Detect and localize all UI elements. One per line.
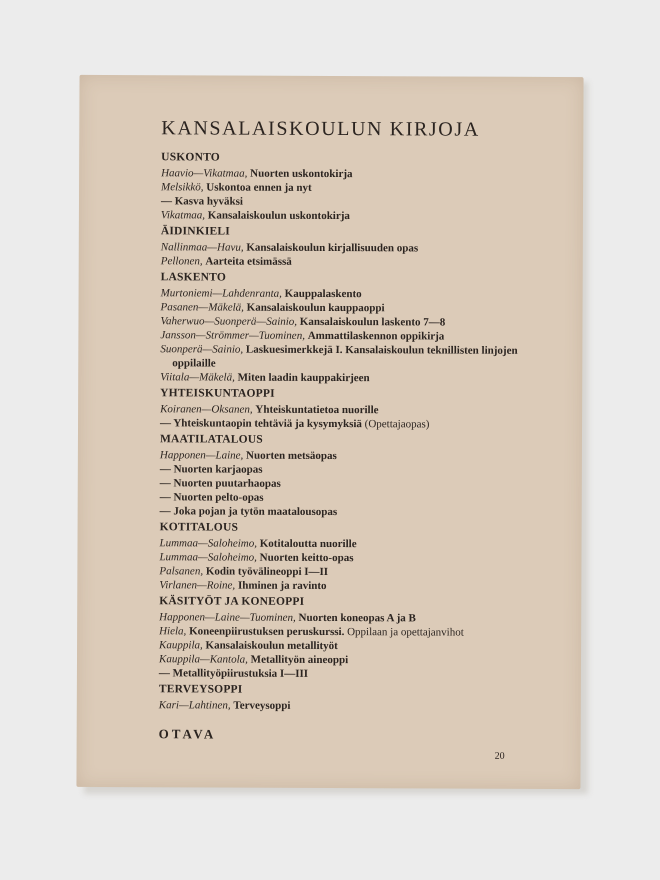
book-author: Lummaa—Saloheimo, (159, 537, 260, 550)
book-author: Kauppila—Kantola, (158, 653, 251, 666)
book-author: Pasanen—Mäkelä, (160, 301, 247, 314)
book-author: Palsanen, (159, 565, 206, 578)
book-entry (160, 342, 560, 372)
book-title: Nuorten keitto-opas (259, 551, 354, 565)
book-entry (160, 504, 560, 520)
book-title: Nuorten koneopas A ja B (298, 611, 416, 625)
book-title: — Nuorten puutarhaopas (159, 477, 281, 490)
book-title: Ihminen ja ravinto (237, 579, 327, 592)
book-title: Kauppalaskento (284, 287, 362, 301)
book-entry (161, 208, 561, 224)
book-author: Jansson—Strömmer—Tuominen, (160, 329, 308, 342)
section-heading: ÄIDINKIELI (160, 225, 231, 238)
book-note: Oppilaan ja opettajanvihot (344, 626, 464, 639)
section (159, 520, 559, 594)
section-heading: YHTEISKUNTAOPPI (160, 387, 275, 400)
book-author: Murtoniemi—Lahdenranta, (160, 287, 285, 300)
book-author: Vikatmaa, (160, 209, 208, 222)
book-author: Nallinmaa—Havu, (160, 241, 247, 254)
section-heading: KÄSITYÖT JA KONEOPPI (159, 595, 305, 608)
book-note: (Opettajaopas) (361, 418, 430, 431)
section (161, 150, 561, 224)
book-title: Terveysoppi (233, 699, 291, 712)
publisher-name: OTAVA (158, 726, 217, 742)
book-list (159, 150, 561, 714)
book-title: Kansalaiskoulun uskontokirja (207, 209, 350, 223)
section-heading: MAATILATALOUS (159, 433, 263, 446)
section-heading: TERVEYSOPPI (158, 683, 243, 696)
printed-page (76, 75, 583, 789)
book-title: Yhteiskuntatietoa nuorille (255, 403, 379, 417)
book-title: Kansalaiskoulun kauppaoppi (246, 301, 385, 315)
book-entry (161, 254, 561, 270)
book-author: Happonen—Laine, (159, 449, 247, 462)
book-title: — Metallityöpiirustuksia I—III (158, 667, 309, 680)
page-title: KANSALAISKOULUN KIRJOJA (161, 117, 480, 141)
section (160, 386, 560, 432)
book-title: Kansalaiskoulun kirjallisuuden opas (246, 241, 419, 255)
page-content (159, 117, 562, 744)
book-author: Lummaa—Saloheimo, (159, 551, 260, 564)
book-title: Metallityön aineoppi (250, 653, 349, 667)
book-entry (160, 416, 560, 432)
section-heading: KOTITALOUS (159, 521, 239, 534)
page-number: 20 (494, 750, 505, 762)
book-title: — Joka pojan ja tytön maatalousopas (159, 505, 338, 519)
book-author: Vaherwuo—Suonperä—Sainio, (160, 315, 300, 328)
book-author: Haavio—Vikatmaa, (161, 167, 251, 180)
book-title: Kansalaiskoulun metallityöt (205, 639, 338, 653)
section (160, 270, 560, 386)
section (159, 682, 559, 714)
book-author: Hiela, (159, 625, 190, 638)
book-title: Nuorten uskontokirja (250, 167, 353, 181)
book-entry (159, 578, 559, 594)
book-title: Kansalaiskoulun laskento 7—8 (299, 315, 446, 329)
book-title: Ammattilaskennon oppikirja (307, 329, 445, 343)
book-author: Koiranen—Oksanen, (160, 403, 256, 416)
book-author: Virlanen—Roine, (159, 579, 238, 592)
section (159, 594, 559, 682)
book-entry (160, 370, 560, 386)
book-title: — Yhteiskuntaopin tehtäviä ja kysymyksiä (160, 417, 362, 431)
book-title: Laskuesimerkkejä I. Kansalaiskoulun teknillisten linjojen oppilaille (172, 343, 518, 370)
book-entry (159, 666, 559, 682)
book-author: Suonperä—Sainio, (160, 343, 246, 356)
section-heading: USKONTO (161, 151, 220, 164)
book-title: Uskontoa ennen ja nyt (206, 181, 312, 194)
book-title: Kotitaloutta nuorille (259, 537, 357, 551)
book-title: — Kasva hyväksi (160, 195, 243, 208)
book-title: — Nuorten karjaopas (159, 463, 263, 476)
book-author: Kari—Lahtinen, (158, 699, 234, 712)
section-heading: LASKENTO (160, 271, 227, 284)
book-author: Kauppila, (159, 639, 206, 652)
book-title: Aarteita etsimässä (205, 255, 292, 268)
book-title: — Nuorten pelto-opas (159, 491, 264, 504)
section (160, 432, 560, 520)
book-author: Happonen—Laine—Tuominen, (159, 611, 299, 624)
book-title: Nuorten metsäopas (246, 449, 337, 463)
section (161, 224, 561, 270)
book-author: Melsikkö, (161, 181, 207, 194)
book-author: Viitala—Mäkelä, (160, 371, 238, 384)
book-author: Pellonen, (160, 255, 206, 268)
book-entry (159, 698, 559, 714)
book-title: Koneenpiirustuksen peruskurssi. (189, 625, 345, 639)
book-title: Miten laadin kauppakirjeen (237, 371, 370, 385)
book-title: Kodin työvälineoppi I—II (205, 565, 329, 578)
